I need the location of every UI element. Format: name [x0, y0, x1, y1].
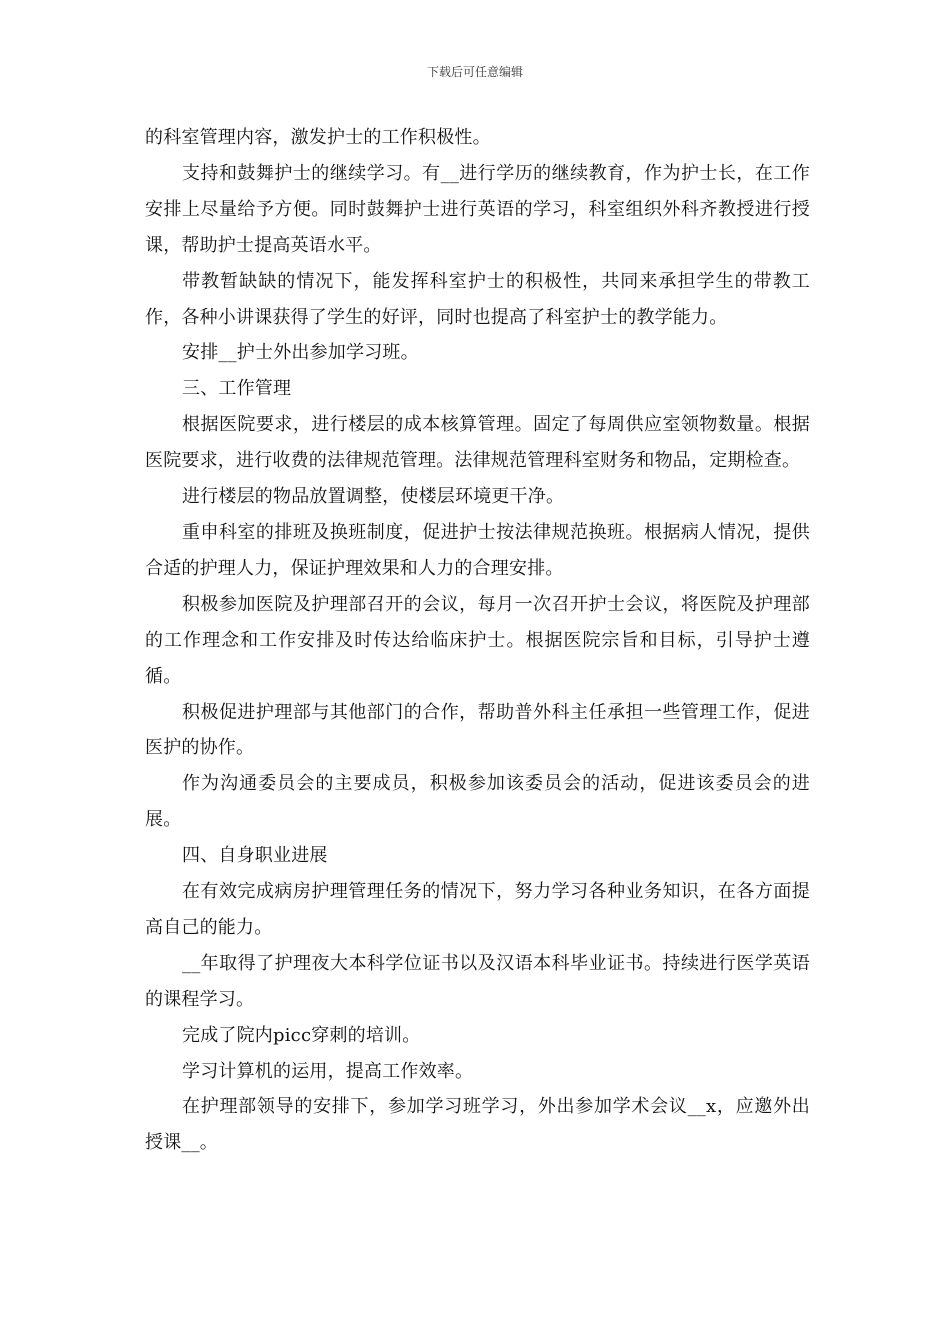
paragraph: 重申科室的排班及换班制度，促进护士按法律规范换班。根据病人情况，提供合适的护理人力，保证护理效果和人力的合理安排。 [145, 521, 810, 579]
section-heading: 三、工作管理 [182, 378, 292, 400]
paragraph: 的科室管理内容，激发护士的工作积极性。 [145, 127, 491, 148]
paragraph: 完成了院内picc穿刺的培训。 [182, 1024, 421, 1046]
paragraph: 进行楼层的物品放置调整，使楼层环境更干净。 [182, 486, 565, 508]
paragraph: 积极促进护理部与其他部门的合作，帮助普外科主任承担一些管理工作，促进医护的协作。 [145, 701, 810, 759]
paragraph: 积极参加医院及护理部召开的会议，每月一次召开护士会议，将医院及护理部的工作理念和工作安排及时传达给临床护士。根据医院宗旨和目标，引导护士遵循。 [145, 593, 810, 687]
section-heading: 四、自身职业进展 [182, 845, 328, 867]
paragraph: 安排__护士外出参加学习班。 [182, 342, 419, 364]
document-body [145, 120, 810, 1161]
paragraph: 根据医院要求，进行楼层的成本核算管理。固定了每周供应室领物数量。根据医院要求，进行收费的法律规范管理。法律规范管理科室财务和物品，定期检查。 [145, 414, 810, 472]
paragraph: 带教暂缺缺的情况下，能发挥科室护士的积极性，共同来承担学生的带教工作，各种小讲课获得了学生的好评，同时也提高了科室护士的教学能力。 [145, 270, 810, 328]
page-header: 下载后可任意编辑 [426, 65, 523, 79]
paragraph: 在有效完成病房护理管理任务的情况下，努力学习各种业务知识，在各方面提高自己的能力。 [145, 881, 810, 938]
paragraph: __年取得了护理夜大本科学位证书以及汉语本科毕业证书。持续进行医学英语的课程学习。 [145, 952, 810, 1010]
paragraph: 学习计算机的运用，提高工作效率。 [182, 1060, 474, 1082]
paragraph: 在护理部领导的安排下，参加学习班学习，外出参加学术会议__x，应邀外出授课__。 [145, 1096, 810, 1154]
paragraph: 作为沟通委员会的主要成员，积极参加该委员会的活动，促进该委员会的进展。 [145, 773, 810, 831]
paragraph: 支持和鼓舞护士的继续学习。有__进行学历的继续教育，作为护士长，在工作安排上尽量给予方便。同时鼓舞护士进行英语的学习，科室组织外科齐教授进行授课，帮助护士提高英语水平。 [145, 162, 810, 256]
